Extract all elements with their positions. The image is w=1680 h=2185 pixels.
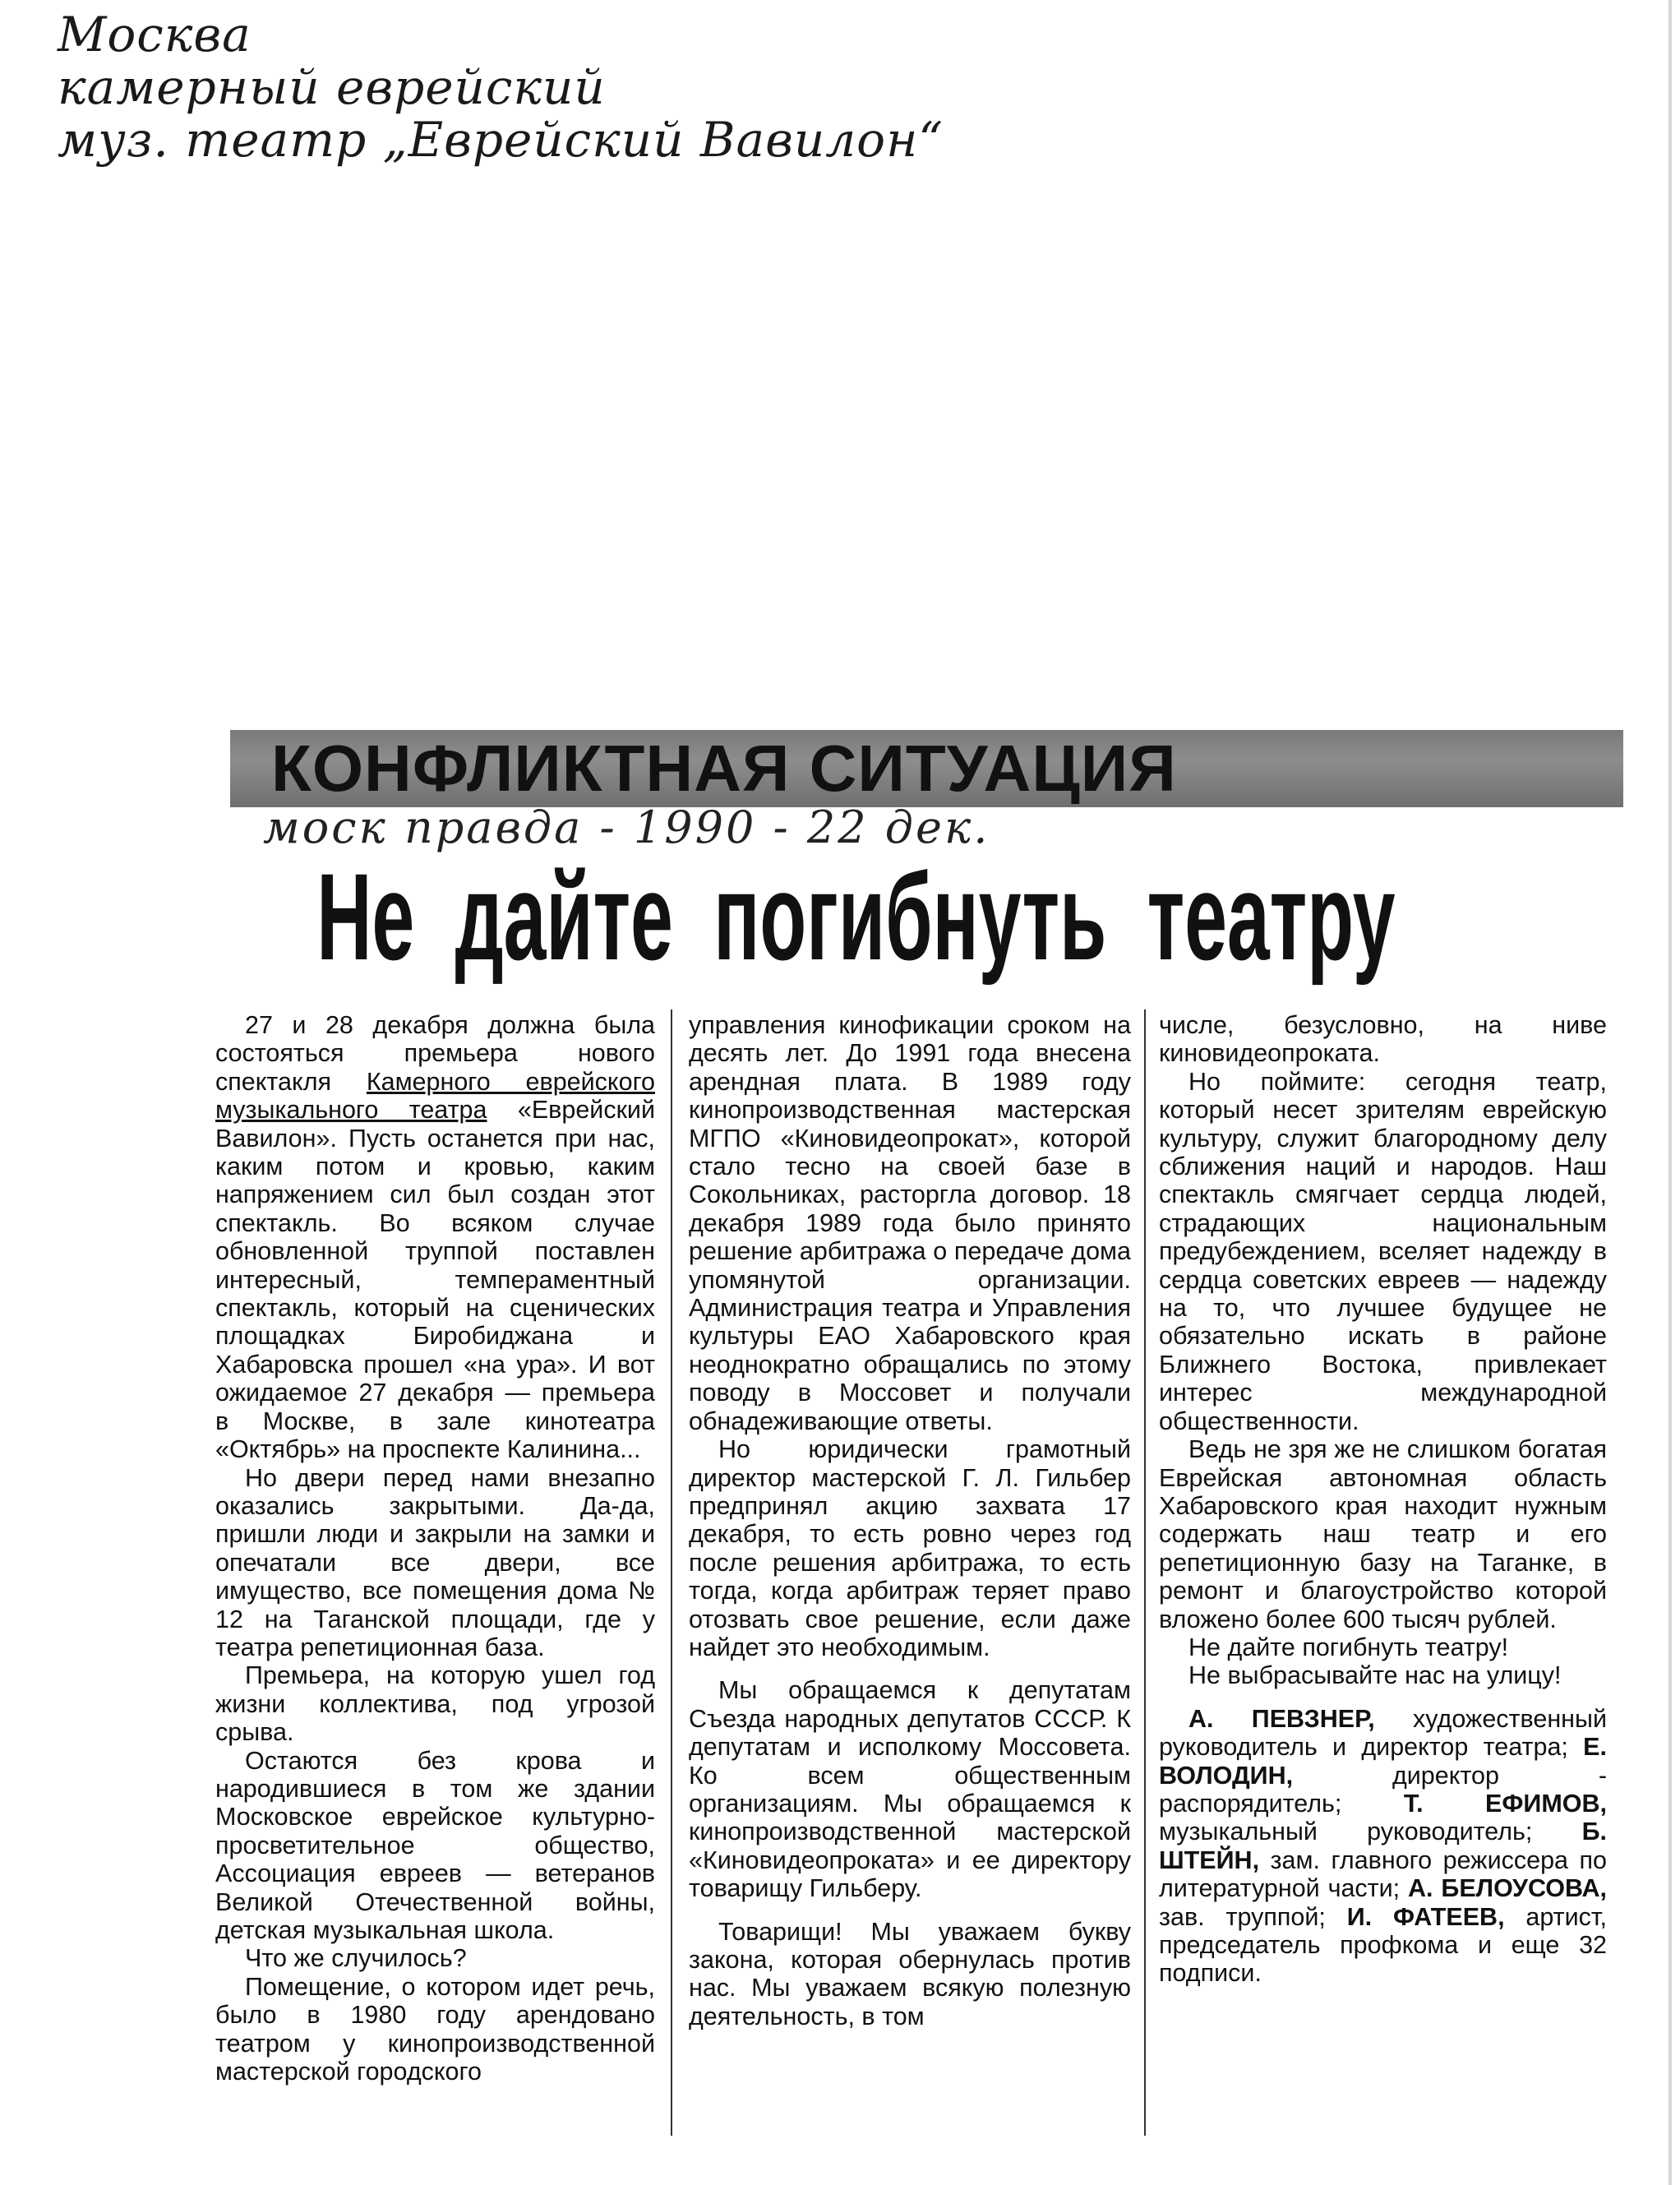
scan-edge xyxy=(1668,0,1672,2185)
handwritten-line: муз. театр „Еврейский Вавилон“ xyxy=(58,112,944,168)
paragraph: Мы обращаемся к депутатам Съезда народных депутатов СССР. К депутатам и исполкому Моссовета. Ко всем общественным организациям. Мы обращаемся к кинопроизводственной мастерской «Киновидеопроката» и ее директору товарищу Гильберу. xyxy=(689,1676,1131,1903)
signer-role: художественный руководитель и директор театра; xyxy=(1159,1704,1607,1762)
paragraph: Товарищи! Мы уважаем букву закона, которая обернулась против нас. Мы уважаем всякую полезную деятельность, в том xyxy=(689,1917,1131,2030)
paragraph: Помещение, о котором идет речь, было в 1980 году арендовано театром у кинопроизводственной мастерской городского xyxy=(215,1972,655,2086)
rubric-banner xyxy=(230,730,1623,807)
signer-name: А. ПЕВЗНЕР, xyxy=(1188,1704,1375,1733)
handwritten-line: камерный еврейский xyxy=(58,59,606,115)
paragraph: Ведь не зря же не слишком богатая Еврейская автономная область Хабаровского края находит нужным содержать наш театр и его репетиционную базу на Таганке, в ремонт и благоустройство которой вложено более 600 тысяч рублей. xyxy=(1159,1435,1607,1633)
signer-name: Б. ШТЕЙН, xyxy=(1159,1818,1607,1874)
paragraph: Остаются без крова и народившиеся в том же здании Московское еврейское культурно-просветительное общество, Ассоциация евреев — ветеранов Великой Отечественной войны, детская музыкальная школа. xyxy=(215,1746,655,1944)
paragraph: Что же случилось? xyxy=(245,1944,467,1973)
underlined-text: Камерного еврейского музыкального театра xyxy=(215,1067,655,1125)
paragraph: Не выбрасывайте нас на улицу! xyxy=(1188,1661,1562,1690)
signatures xyxy=(1159,1705,1607,1988)
paragraph: Но двери перед нами внезапно оказались закрытыми. Да-да, пришли люди и закрыли на замки и опечатали все двери, все имущество, все помещения дома № 12 на Таганской площади, где у театра репетиционная база. xyxy=(215,1463,655,1661)
paragraph xyxy=(215,1011,655,1464)
signer-role: музыкальный руководитель; xyxy=(1159,1818,1582,1846)
signer-role: зав. труппой; xyxy=(1159,1902,1347,1931)
handwritten-source-note: моск правда - 1990 - 22 дек. xyxy=(263,801,990,853)
signer-role: директор - распорядитель; xyxy=(1159,1761,1607,1818)
paragraph: Но юридически грамотный директор мастерской Г. Л. Гильбер предпринял акцию захвата 17 декабря, то есть ровно через год после решения арбитража, то есть тогда, когда арбитраж теряет право отозвать свое решение, если даже найдет это необходимым. xyxy=(689,1435,1131,1661)
rubric-title: КОНФЛИКТНАЯ СИТУАЦИЯ xyxy=(271,732,1177,805)
paragraph: числе, безусловно, на ниве киновидеопроката. xyxy=(1159,1011,1607,1068)
signer-name: И. ФАТЕЕВ, xyxy=(1346,1902,1505,1931)
signer-name: А. БЕЛОУСОВА, xyxy=(1408,1874,1608,1903)
handwritten-line: Москва xyxy=(58,7,252,62)
signer-name: Е. ВОЛОДИН, xyxy=(1159,1733,1607,1790)
signer-role: зам. главного режиссера по литературной части; xyxy=(1159,1845,1607,1903)
text-run: 27 и 28 декабря должна была состояться премьера нового спектакля xyxy=(215,1011,655,1096)
article-headline: Не дайте погибнуть театру xyxy=(316,848,1396,986)
column-divider xyxy=(1144,1009,1146,2136)
handwritten-note xyxy=(58,8,944,166)
column-divider xyxy=(671,1009,672,2136)
article-column-3 xyxy=(1159,1011,1607,1988)
signer-role: артист, председатель профкома и еще 32 подписи. xyxy=(1159,1902,1607,1988)
signer-name: Т. ЕФИМОВ, xyxy=(1403,1789,1607,1818)
paragraph: Но поймите: сегодня театр, который несет зрителям еврейскую культуру, служит благородному делу сближения наций и народов. Наш спектакль смягчает сердца людей, страдающих национальным предубеждением, вселяет надежду в сердца советских евреев — надежду на то, что лучшее будущее не обязательно искать в районе Ближнего Востока, привлекает интерес международной общественности. xyxy=(1159,1067,1607,1435)
paragraph: Не дайте погибнуть театру! xyxy=(1188,1633,1509,1661)
paragraph: управления кинофикации сроком на десять лет. До 1991 года внесена арендная плата. В 1989 году кинопроизводственная мастерская МГПО «Киновидеопрокат», которой стало тесно на своей базе в Сокольниках, расторгла договор. 18 декабря 1989 года было принято решение арбитража о передаче дома упомянутой организации. Администрация театра и Управления культуры ЕАО Хабаровского края неоднократно обращались по этому поводу в Моссовет и получали обнадеживающие ответы. xyxy=(689,1011,1131,1435)
text-run: «Еврейский Вавилон». Пусть останется при нас, каким потом и кровью, каким напряжением сил был создан этот спектакль. Во всяком случае обновленной труппой поставлен интересный, темпераментный спектакль, который на сценических площадках Биробиджана и Хабаровска прошел «на ура». И вот ожидаемое 27 декабря — премьера в Москве, в зале кинотеатра «Октябрь» на проспекте Калинина... xyxy=(215,1096,655,1464)
article-column-1 xyxy=(215,1011,655,2086)
article-column-2 xyxy=(689,1011,1131,2030)
paragraph: Премьера, на которую ушел год жизни коллектива, под угрозой срыва. xyxy=(215,1661,655,1747)
